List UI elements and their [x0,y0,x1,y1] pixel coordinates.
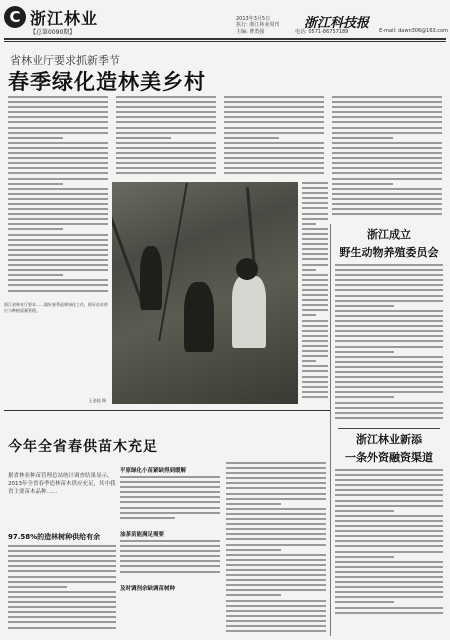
header-rule-thin [4,41,446,42]
box-separator [338,428,440,429]
date-line: 2013年3月5日 [236,16,271,22]
section-logo: C [4,6,26,28]
editor: 主编: 曹勇强 [236,29,265,35]
article2-highlight: 97.58%的造林树种供给有余 [8,533,101,541]
article1-title: 春季绿化造林美乡村 [8,70,206,94]
news-photo [112,182,298,404]
page-header [4,6,446,36]
article1-column-4 [332,96,442,220]
right-box-border [330,224,331,636]
email: E-mail: dawn306@163.com [379,28,448,34]
paper-name: 浙江科技报 [304,16,370,31]
phone: 电话: 0571-86757189 [295,29,349,35]
contact-line [236,28,448,35]
article2-sub1: 平原绿化小苗紧缺得到缓解 [120,468,187,474]
article1-column-2 [116,96,216,180]
article2-sub3: 及时调剂余缺调苗树种 [120,586,176,592]
box-text-2 [335,469,443,619]
box-headline-3: 浙江林业新添 [356,433,422,446]
section-name: 浙江林业 [30,9,99,28]
article2-title: 今年全省春供苗木充足 [8,439,158,455]
article1-column-5 [302,182,328,404]
caption-text: 浙江省林业厅要求……做好春季造林绿化工作，抓好苗木供应与种植质量管理。 [4,302,108,313]
article2-column-3 [226,462,326,636]
section-divider [4,410,330,411]
article2-column-1 [8,545,116,635]
article1-column-3 [224,96,324,180]
box-headline-1: 浙江成立 [367,228,411,241]
box-headline-2: 野生动物养殖委员会 [339,246,439,259]
article1-subtitle: 省林业厅要求抓新季节 [10,54,120,67]
issue-number: 【总第0090期】 [30,29,76,36]
box-text-1 [335,264,443,424]
article1-column-1 [8,96,108,296]
article2-column-2 [120,462,220,636]
photo-caption [4,302,108,403]
right-news-box [332,224,446,636]
article2-lead: 据省林业种苗管理总站统计调查结果显示，2013年全省春季造林苗木供应充足，其中我省主要苗木品种…… [8,473,116,495]
day-line: 执行: 浙江林业周刊 [236,22,280,28]
photo-author: 王金陆 摄 [88,398,106,403]
article2-sub2: 油茶苗能满足需要 [120,532,165,538]
header-rule [4,38,446,40]
box-headline-4: 一条外资融资渠道 [345,451,433,464]
date-block [236,16,279,28]
